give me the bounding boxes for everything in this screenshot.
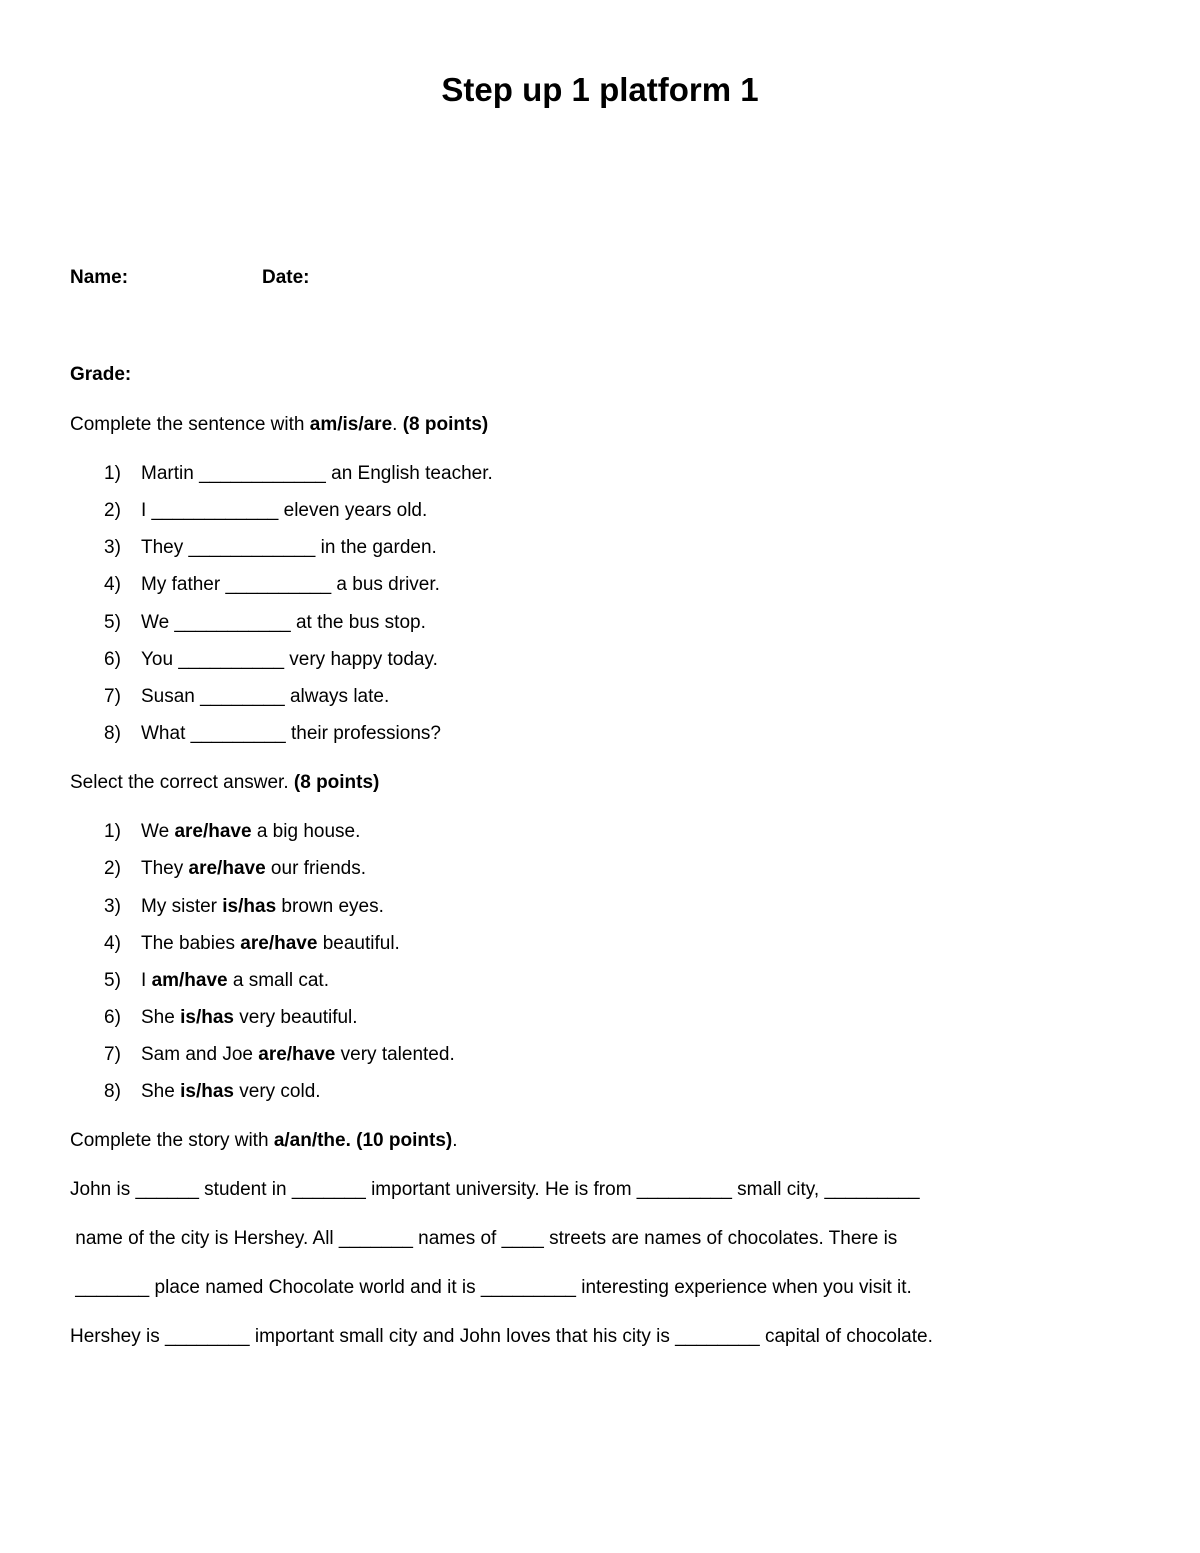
item-number: 3) [104, 537, 121, 558]
instruction-keyword: a/an/the. (10 points) [273, 1130, 453, 1151]
item-number: 1) [104, 463, 121, 484]
item-number: 4) [104, 574, 121, 595]
name-label: Name: [70, 267, 129, 288]
list-item [141, 1006, 358, 1030]
item-text: She [141, 1007, 181, 1028]
list-item: They ____________ in the garden. [141, 537, 437, 558]
list-item: My father __________ a bus driver. [141, 574, 440, 595]
list-item: We ___________ at the bus stop. [141, 612, 426, 633]
answer-options: is/has [180, 1081, 234, 1102]
page-title: Step up 1 platform 1 [441, 71, 759, 108]
story-line: John is ______ student in _______ important university. He is from _________ small city, _________ [70, 1179, 920, 1200]
item-text: beautiful. [317, 933, 400, 954]
instruction-points: (8 points) [402, 414, 489, 435]
instruction-text: . [392, 414, 403, 435]
item-number: 3) [104, 896, 121, 917]
item-text: brown eyes. [276, 896, 384, 917]
item-text: She [141, 1081, 181, 1102]
story-line: _______ place named Chocolate world and it is _________ interesting experience when you visit it. [70, 1277, 912, 1298]
item-number: 6) [104, 1007, 121, 1028]
instruction-text: Complete the sentence with [70, 414, 310, 435]
list-item: I ____________ eleven years old. [141, 500, 428, 521]
date-label: Date: [262, 267, 310, 288]
section2-instruction [70, 771, 379, 795]
item-text: very talented. [335, 1044, 455, 1065]
instruction-points: (8 points) [293, 772, 380, 793]
item-number: 2) [104, 858, 121, 879]
answer-options: are/have [258, 1044, 336, 1065]
item-text: very beautiful. [233, 1007, 358, 1028]
section1-instruction [70, 413, 488, 437]
list-item [141, 969, 329, 993]
item-text: Sam and Joe [141, 1044, 259, 1065]
item-text: very cold. [233, 1081, 321, 1102]
list-item: Susan ________ always late. [141, 686, 390, 707]
answer-options: are/have [240, 933, 318, 954]
list-item [141, 895, 384, 919]
item-number: 6) [104, 649, 121, 670]
instruction-text: Select the correct answer. [70, 772, 294, 793]
item-text: a big house. [251, 821, 361, 842]
item-text: a small cat. [227, 970, 329, 991]
item-number: 5) [104, 612, 121, 633]
item-text: We [141, 821, 175, 842]
item-text: My sister [141, 896, 223, 917]
answer-options: is/has [180, 1007, 234, 1028]
instruction-text: . [452, 1130, 458, 1151]
answer-options: is/has [222, 896, 277, 917]
item-number: 2) [104, 500, 121, 521]
list-item: What _________ their professions? [141, 723, 441, 744]
answer-options: are/have [174, 821, 252, 842]
item-number: 8) [104, 1081, 121, 1102]
item-number: 8) [104, 723, 121, 744]
list-item [141, 1080, 321, 1104]
grade-label: Grade: [70, 364, 132, 385]
story-line: name of the city is Hershey. All _______ names of ____ streets are names of chocolates. There is [70, 1228, 898, 1249]
item-number: 1) [104, 821, 121, 842]
item-number: 7) [104, 686, 121, 707]
list-item [141, 932, 400, 956]
list-item [141, 1043, 455, 1067]
item-number: 7) [104, 1044, 121, 1065]
list-item: You __________ very happy today. [141, 649, 438, 670]
answer-options: are/have [188, 858, 266, 879]
list-item: Martin ____________ an English teacher. [141, 463, 493, 484]
instruction-text: Complete the story with [70, 1130, 274, 1151]
item-number: 5) [104, 970, 121, 991]
item-text: our friends. [265, 858, 366, 879]
list-item [141, 857, 366, 881]
item-number: 4) [104, 933, 121, 954]
story-line: Hershey is ________ important small city and John loves that his city is ________ capital of chocolate. [70, 1326, 933, 1347]
list-item [141, 820, 360, 844]
item-text: I [141, 970, 152, 991]
item-text: They [141, 858, 189, 879]
section3-instruction [70, 1129, 458, 1153]
answer-options: am/have [151, 970, 228, 991]
instruction-keyword: am/is/are [309, 414, 393, 435]
item-text: The babies [141, 933, 241, 954]
